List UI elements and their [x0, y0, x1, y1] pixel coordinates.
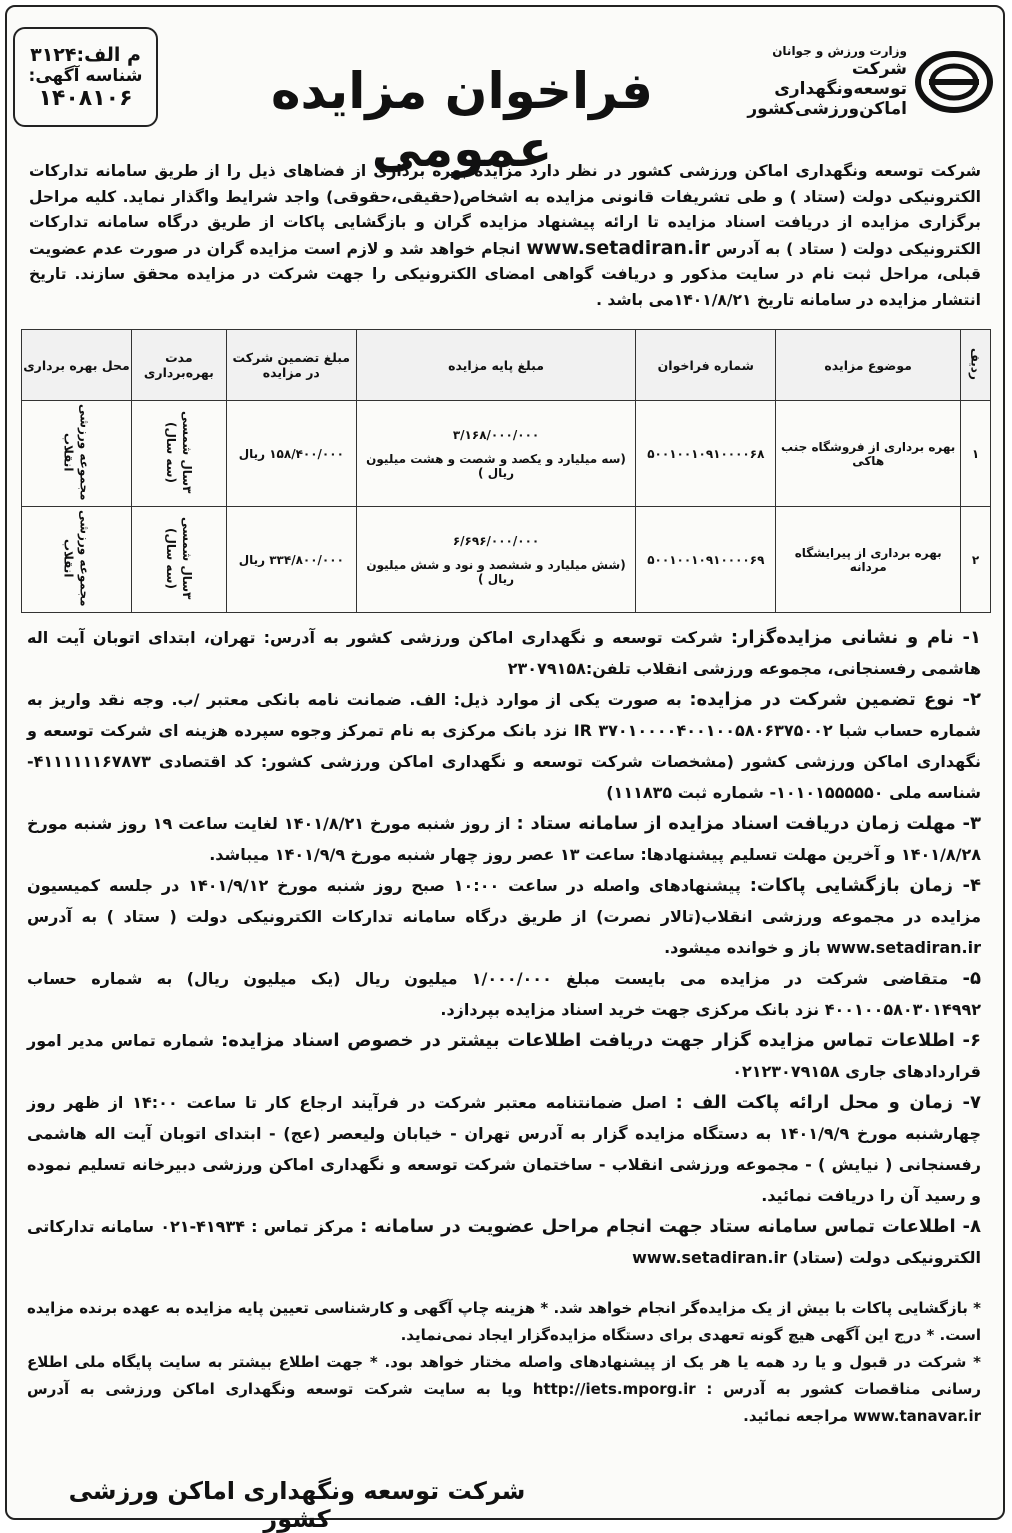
table-header-row: [22, 330, 991, 401]
duration-cell: [131, 401, 226, 507]
conditions-list: [27, 622, 981, 1273]
col-guarantee: مبلغ تضمین شرکت در مزایده: [226, 330, 356, 401]
col-base-amount: مبلغ پایه مزایده: [356, 330, 636, 401]
notes: [27, 1295, 981, 1430]
location-cell: [22, 401, 132, 507]
announcement-page: [5, 5, 1005, 1533]
company-logo: [728, 42, 993, 122]
base-amount-value: ۶/۶۹۶/۰۰۰/۰۰۰: [452, 533, 540, 548]
col-subject: موضوع مزایده: [776, 330, 961, 401]
number-cell: ۵۰۰۱۰۰۱۰۹۱۰۰۰۰۶۹: [636, 507, 776, 613]
location-text: مجموعه ورزشی انقلاب: [61, 403, 92, 501]
guarantee-cell: ۱۵۸/۴۰۰/۰۰۰ ریال: [226, 401, 356, 507]
base-amount-value: ۳/۱۶۸/۰۰۰/۰۰۰: [452, 427, 540, 442]
footer-signature: شرکت توسعه ونگهداری اماکن ورزشی کشور: [68, 1477, 526, 1533]
badge-label: شناسه آگهی:: [28, 65, 143, 86]
header: [7, 7, 1003, 178]
note-item: * بازگشایی پاکات با بیش از یک مزایده‌گر انجام خواهد شد. * هزینه چاپ آگهی و کارشناسی تعیین پایه مزایده به عهده برنده مزایده است. * درج این آگهی هیچ گونه تعهدی برای دستگاه مزایده‌گزار ایجاد نمی‌نماید.: [27, 1299, 981, 1344]
duration-text: ۳سال شمسی (سه سال): [163, 410, 194, 494]
col-number: شماره فراخوان: [636, 330, 776, 401]
condition-item: ۱- نام و نشانی مزایده‌گزار: شرکت توسعه و نگهداری اماکن ورزشی کشور به آدرس: تهران، ابتدای اتوبان آیت اله هاشمی رفسنجانی، مجموعه ورزشی انقلاب تلفن:۲۳۰۷۹۱۵۸: [27, 627, 981, 678]
badge-code: م الف:۳۱۲۴: [30, 43, 141, 66]
row-number: ۲: [961, 507, 991, 613]
number-cell: ۵۰۰۱۰۰۱۰۹۱۰۰۰۰۶۸: [636, 401, 776, 507]
condition-item: ۷- زمان و محل ارائه پاکت الف : اصل ضمانتنامه معتبر شرکت در فرآیند ارجاع کار تا ساعت ۱۴:۰۰ از ظهر روز چهارشنبه مورخ ۱۴۰۱/۹/۹ به دستگاه مزایده گزار به آدرس تهران - خیابان ولیعصر (عج) - ابتدای اتوبان آیت اله هاشمی رفسنجانی ( نیایش ) - مجموعه ورزشی انقلاب - ساختمان شرکت توسعه و نگهداری اماکن ورزشی دبیرخانه تسلیم نموده و رسید آن را دریافت نمائید.: [27, 1092, 982, 1205]
note-item: * شرکت در قبول و یا رد همه یا هر یک از پیشنهادهای واصله مختار خواهد بود. * جهت اطلاع بیشتر به سایت پایگاه ملی اطلاع رسانی مناقصات کشور به آدرس : http://iets.mporg.ir ویا به سایت شرکت توسعه ونگهداری اماکن ورزشی به آدرس www.tanavar.ir مراجعه نمائید.: [27, 1353, 981, 1425]
condition-item: ۲- نوع تضمین شرکت در مزایده: به صورت یکی از موارد ذیل: الف. ضمانت نامه بانکی معتبر /ب. وجه نقد واریز به شماره حساب شبا IR ۳۷۰۱۰۰۰۰۴۰۰۱۰۰۵۸۰۶۳۷۵۰۰۲ نزد بانک مرکزی به نام تمرکز وجوه سپرده هزینه ای شرکت توسعه و نگهداری اماکن ورزشی کشور (مشخصات شرکت توسعه و نگهداری اماکن ورزشی کشور: کد اقتصادی ۴۱۱۱۱۱۱۶۷۸۷۳- شناسه ملی ۱۰۱۰۱۵۵۵۵۵۰- شماره ثبت ۱۱۱۸۳۵): [27, 689, 982, 802]
subject-cell: بهره برداری از پیرایشگاه مردانه: [776, 507, 961, 613]
ad-id-badge: [13, 27, 158, 127]
base-amount-cell: [356, 507, 636, 613]
intro-text-2: انجام خواهد شد و لازم است مزایده گران در صورت عدم عضویت قبلی، مراحل ثبت نام در سایت مذکور و دریافت گواهی امضای الکترونیکی را جهت شرکت در مزایده محقق سازند. تاریخ انتشار مزایده در سامانه تاریخ ۱۴۰۱/۸/۲۱می باشد .: [29, 239, 981, 309]
base-amount-words: (شش میلیارد و ششصد و نود و شش میلیون ریال ): [366, 557, 626, 586]
condition-item: ۳- مهلت زمان دریافت اسناد مزایده از سامانه ستاد : از روز شنبه مورخ ۱۴۰۱/۸/۲۱ لغایت ساعت ۱۹ روز شنبه مورخ ۱۴۰۱/۸/۲۸ و آخرین مهلت تسلیم پیشنهادها: ساعت ۱۳ عصر روز چهار شنبه مورخ ۱۴۰۱/۹/۹ میباشد.: [27, 813, 981, 864]
location-text: مجموعه ورزشی انقلاب: [61, 509, 92, 607]
col-row: ردیف: [961, 330, 991, 401]
company-emblem-icon: [915, 51, 993, 113]
page-title: فراخوان مزایده عمومی: [271, 62, 653, 178]
condition-item: ۸- اطلاعات تماس سامانه ستاد جهت انجام مراحل عضویت در سامانه : مرکز تماس : ۴۱۹۳۴-۰۲۱ سامانه تدارکاتی الکترونیکی دولت (ستاد) www.setadiran.ir: [27, 1216, 982, 1267]
condition-item: ۵- متقاضی شرکت در مزایده می بایست مبلغ ۱/۰۰۰/۰۰۰ میلیون ریال (یک میلیون ریال) به شماره حساب ۴۰۰۱۰۰۵۸۰۳۰۱۴۹۹۲ نزد بانک مرکزی جهت خرید اسناد مزایده بپردازد.: [27, 968, 981, 1019]
table-row: [22, 401, 991, 507]
duration-text: ۳سال شمسی (سه سال): [163, 516, 194, 600]
base-amount-cell: [356, 401, 636, 507]
badge-number: ۱۴۰۸۱۰۶: [38, 85, 133, 111]
intro-url-link[interactable]: www.setadiran.ir: [526, 236, 711, 259]
subject-cell: بهره برداری از فروشگاه جنب هاکی: [776, 401, 961, 507]
logo-company-line1: شرکت توسعه‌ونگهداری: [774, 58, 907, 99]
logo-ministry: وزارت ورزش و جوانان: [772, 44, 907, 59]
condition-item: ۶- اطلاعات تماس مزایده گزار جهت دریافت اطلاعات بیشتر در خصوص اسناد مزایده: شماره تماس مدیر امور قراردادهای جاری ۰۲۱۲۳۰۷۹۱۵۸: [27, 1030, 981, 1081]
condition-item: ۴- زمان بازگشایی پاکات: پیشنهادهای واصله در ساعت ۱۰:۰۰ صبح روز شنبه مورخ ۱۴۰۱/۹/۱۲ در جلسه کمیسیون مزایده در مجموعه ورزشی انقلاب(تالار نصرت) از طریق درگاه سامانه تدارکات الکترونیکی دولت ( ستاد ) به آدرس www.setadiran.ir باز و خوانده میشود.: [27, 875, 982, 957]
row-number: ۱: [961, 401, 991, 507]
table-row: [22, 507, 991, 613]
duration-cell: [131, 507, 226, 613]
col-duration: مدت بهره‌برداری: [131, 330, 226, 401]
guarantee-cell: ۳۳۴/۸۰۰/۰۰۰ ریال: [226, 507, 356, 613]
auction-table: [21, 329, 991, 613]
intro-paragraph: [29, 159, 981, 313]
intro-text: شرکت توسعه ونگهداری اماکن ورزشی کشور در نظر دارد مزایده بهره برداری از فضاهای ذیل را از طریق سامانه تدارکات الکترونیکی دولت (ستاد ) و طی تشریفات قانونی مزایده به اشخاص(حقیقی،حقوقی) واجد شرایط واگذار نماید. کلیه مراحل برگزاری مزایده از دریافت اسناد مزایده تا ارائه پیشنهاد مزایده گران و بازگشایی پاکات از طریق درگاه سامانه تدارکات الکترونیکی دولت ( ستاد ) به آدرس: [29, 162, 981, 258]
base-amount-words: (سه میلیارد و یکصد و شصت و هشت میلیون ریال ): [366, 451, 626, 480]
location-cell: [22, 507, 132, 613]
logo-company-line2: اماکن‌ورزشی‌کشور: [747, 99, 907, 120]
col-location: محل بهره برداری: [22, 330, 132, 401]
